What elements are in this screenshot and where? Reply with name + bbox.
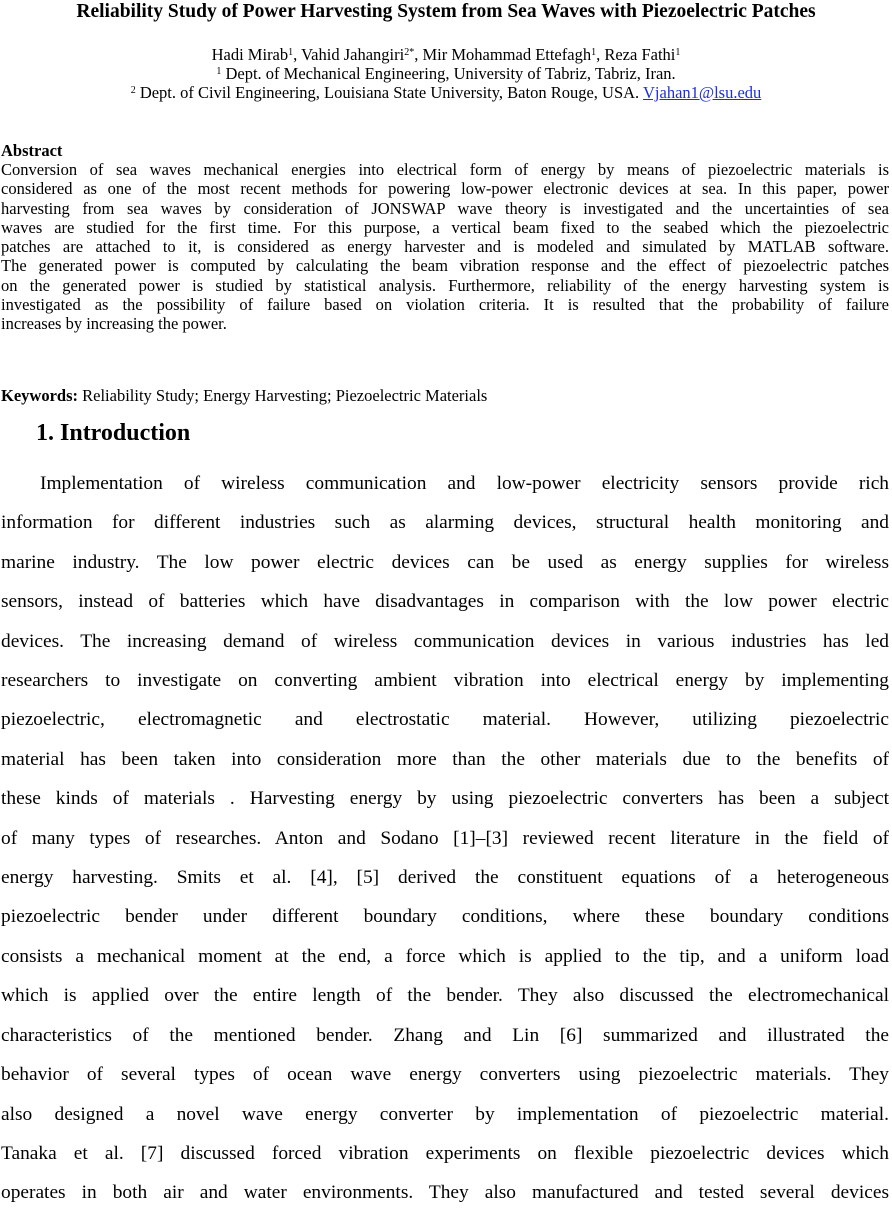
body-line: operates in both air and water environments. They also manufactured and tested several devices (1, 1182, 889, 1204)
abstract-line: patches are attached to it, is considered as energy harvester and is modeled and simulated by MATLAB software. (1, 237, 889, 257)
affiliation-1: $^1$ Dept. of Mechanical Engineering, University of Tabriz, Tabriz, Iran. (216, 64, 676, 83)
body-line: piezoelectric bender under different boundary conditions, where these boundary conditions (1, 906, 889, 928)
paper-title: Reliability Study of Power Harvesting System from Sea Waves with Piezoelectric Patches (76, 1, 816, 22)
keywords-label: Keywords: (1, 386, 78, 405)
author: Vahid Jahangiri$^{2*}$, (301, 45, 423, 64)
affiliation-2: $^2$ Dept. of Civil Engineering, Louisiana State University, Baton Rouge, USA. Vjahan1@lsu.edu (130, 83, 762, 102)
author: Reza Fathi$^1$ (604, 45, 681, 64)
body-line: material has been taken into consideration more than the other materials due to the benefits of (1, 748, 889, 770)
author: Hadi Mirab$^1$, (211, 45, 302, 64)
keywords-text: Reliability Study; Energy Harvesting; Piezoelectric Materials (78, 386, 488, 405)
abstract-line: waves are studied for the first time. For this purpose, a vertical beam fixed to the seabed which the piezoelectric (1, 217, 889, 237)
body-line: sensors, instead of batteries which have disadvantages in comparison with the low power electric (1, 591, 889, 613)
body-line: Implementation of wireless communication and low-power electricity sensors provide rich (40, 473, 889, 494)
author-list (0, 45, 892, 64)
abstract-line: investigated as the possibility of failure based on violation criteria. It is resulted that the probability of failure (1, 295, 889, 315)
author-email-link[interactable]: Vjahan1@lsu.edu (643, 83, 762, 102)
introduction-body (1, 464, 889, 1213)
abstract-line: increases by increasing the power. (1, 314, 227, 334)
body-line: Tanaka et al. [7] discussed forced vibration experiments on flexible piezoelectric devices which (1, 1142, 889, 1164)
body-line: information for different industries such as alarming devices, structural health monitoring and (1, 512, 889, 534)
abstract-line: The generated power is computed by calculating the beam vibration response and the effect of piezoelectric patches (1, 256, 889, 276)
body-line: these kinds of materials . Harvesting energy by using piezoelectric converters has been a subject (1, 788, 889, 810)
body-line: marine industry. The low power electric devices can be used as energy supplies for wireless (1, 551, 889, 573)
abstract-text (1, 160, 889, 334)
body-line: behavior of several types of ocean wave energy converters using piezoelectric materials. They (1, 1064, 889, 1086)
abstract-line: Conversion of sea waves mechanical energies into electrical form of energy by means of piezoelectric materials is (1, 160, 889, 179)
abstract-line: harvesting from sea waves by consideration of JONSWAP wave theory is investigated and the uncertainties of sea (1, 198, 889, 218)
body-line: piezoelectric, electromagnetic and electrostatic material. However, utilizing piezoelectric (1, 709, 889, 731)
section-heading: 1. Introduction (36, 420, 191, 446)
body-line: of many types of researches. Anton and Sodano [1]–[3] reviewed recent literature in the field of (1, 827, 889, 849)
body-line: researchers to investigate on converting ambient vibration into electrical energy by implementing (1, 670, 889, 692)
abstract-line: considered as one of the most recent methods for powering low-power electronic devices at sea. In this paper, power (1, 179, 889, 199)
abstract-heading: Abstract (1, 141, 63, 160)
body-line: also designed a novel wave energy converter by implementation of piezoelectric material. (1, 1103, 889, 1125)
body-line: consists a mechanical moment at the end, a force which is applied to the tip, and a uniform load (1, 945, 889, 967)
body-line: energy harvesting. Smits et al. [4], [5] derived the constituent equations of a heterogeneous (1, 867, 889, 889)
body-line: characteristics of the mentioned bender. Zhang and Lin [6] summarized and illustrated the (1, 1024, 889, 1046)
author: Mir Mohammad Ettefagh$^1$, (422, 45, 605, 64)
body-line: which is applied over the entire length of the bender. They also discussed the electromechanical (1, 985, 889, 1007)
abstract-line: on the generated power is studied by statistical analysis. Furthermore, reliability of the energy harvesting system is (1, 275, 889, 295)
body-line: devices. The increasing demand of wireless communication devices in various industries has led (1, 630, 889, 652)
keywords (1, 386, 487, 406)
